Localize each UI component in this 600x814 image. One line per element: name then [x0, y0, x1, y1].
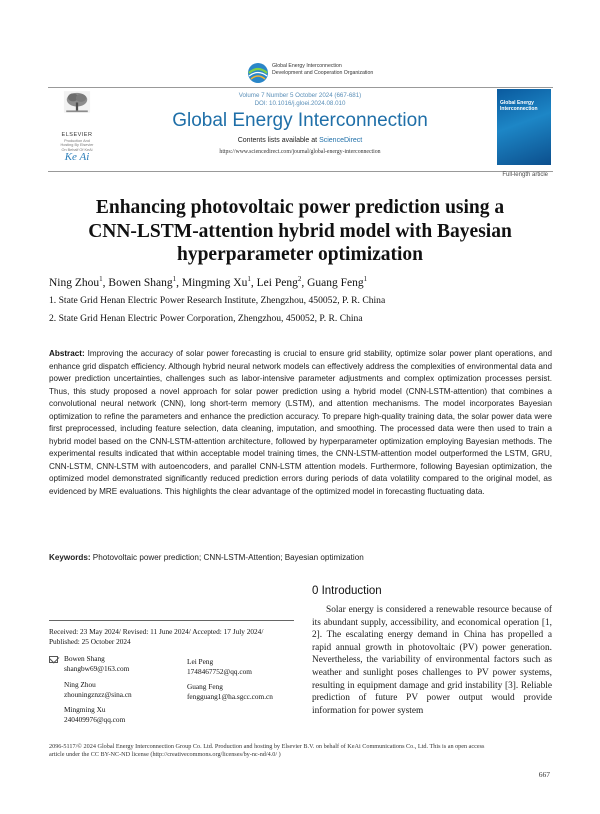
- doi-line[interactable]: DOI: 10.1016/j.gloei.2024.08.010: [254, 100, 346, 107]
- abstract-text: Improving the accuracy of solar power forecasting is crucial to ensure grid stability, optimize solar power plant operations, and enhance grid dispatch efficiency. Although hybrid neural network models can effectively address the complexities of environmental data and power prediction uncertainties, challenges such as labor-intensive parameter adjustments and complex optimization processes persist. Thus, this study proposed a novel approach for solar power prediction using a hybrid model (CNN-LSTM-attention) that combines a convolutional neural network (CNN), long short-term memory (LSTM), and attention mechanisms. The model incorporates Bayesian optimization to refine the parameters and enhance the prediction accuracy. To prepare high-quality training data, the solar power data were first preprocessed, including feature selection, data cleaning, imputation, and smoothing. The processed data were then used to train a hybrid model based on the CNN-LSTM-attention architecture, followed by hyperparameter optimization employing Bayesian methods. The experimental results indicated that within acceptable model training times, the CNN-LSTM-attention model outperformed the LSTM, GRU, CNN-LSTM, CNN-LSTM with autoencoders, and parallel CNN-LSTM attention models. Furthermore, following Bayesian optimization, the optimized model demonstrated significantly reduced prediction errors during periods of data volatility compared to the original model, as evidenced by MRE evaluations. This highlights the clear advantage of the optimized model in forecasting fluctuating data.: [49, 349, 552, 497]
- contact-email[interactable]: 240409976@qq.com: [64, 714, 126, 724]
- author-affiliation: 1: [363, 275, 368, 283]
- contact-email[interactable]: shangbw69@163.com: [64, 663, 130, 673]
- title-line: hyperparameter optimization: [176, 244, 424, 265]
- abstract: [49, 348, 552, 499]
- author-name: Guang Feng: [307, 276, 364, 289]
- ke-ai-sub-line: On Behalf Of KeAi: [61, 147, 93, 152]
- title-line: CNN-LSTM-attention hybrid model with Bayesian: [88, 220, 512, 242]
- cover-title: [500, 100, 548, 112]
- publisher-line-2: Development and Cooperation Organization: [272, 69, 374, 76]
- contact-name: Lei Peng: [187, 657, 214, 666]
- journal-title: Global Energy Interconnection: [172, 110, 428, 131]
- cover-title-line: Global Energy: [500, 100, 534, 106]
- affiliation-1: 1. State Grid Henan Electric Power Research Institute, Zhengzhou, 450052, P. R. China: [49, 295, 386, 306]
- contact-email[interactable]: 1748467752@qq.com: [187, 666, 252, 676]
- title-line: Enhancing photovoltaic power prediction using a: [95, 197, 505, 218]
- author-name: Ning Zhou: [49, 276, 100, 289]
- keywords: [49, 553, 552, 562]
- contact-block: [187, 657, 252, 676]
- contact-name: Mingming Xu: [64, 705, 106, 714]
- license-line: 2096-5117/© 2024 Global Energy Interconnection Group Co. Ltd. Production and hosting by Elsevier B.V. on behalf of KeAi Communications Co., Ltd. This is an open access: [49, 743, 485, 750]
- journal-url[interactable]: https://www.sciencedirect.com/journal/global-energy-interconnection: [219, 149, 381, 155]
- elsevier-tree-icon: [52, 90, 102, 132]
- contact-name: Bowen Shang: [64, 654, 105, 663]
- ke-ai-sub-line: Production And: [64, 139, 90, 143]
- paper-title: [40, 196, 560, 267]
- author-affiliation: 2: [297, 275, 302, 283]
- mail-icon: [49, 656, 58, 663]
- affiliation-2: 2. State Grid Henan Electric Power Corporation, Zhengzhou, 450052, P. R. China: [49, 313, 363, 324]
- license-notice: [49, 743, 554, 759]
- dates-line: Received: 23 May 2024/ Revised: 11 June 2024/ Accepted: 17 July 2024/: [49, 627, 264, 636]
- contact-block: [64, 680, 132, 699]
- cover-title-line: Interconnection: [500, 106, 538, 112]
- author-name: Mingming Xu: [181, 276, 248, 289]
- author-affiliation: 1: [99, 275, 103, 283]
- publisher-globe-icon: [246, 61, 270, 85]
- article-type: Full-length article: [502, 172, 548, 178]
- article-dates: [49, 627, 299, 647]
- author-affiliation: 1: [172, 275, 177, 283]
- volume-line: Volume 7 Number 5 October 2024 (667-681): [238, 92, 362, 99]
- sciencedirect-link[interactable]: ScienceDirect: [319, 137, 363, 144]
- contact-block: [187, 682, 273, 701]
- contact-block: [64, 654, 129, 673]
- ke-ai-sub-line: Hosting By Elsevier: [60, 143, 94, 148]
- publisher-name: [272, 63, 373, 76]
- keywords-text: Photovoltaic power prediction; CNN-LSTM-Attention; Bayesian optimization: [90, 553, 364, 562]
- contact-name: Ning Zhou: [64, 680, 96, 689]
- contact-email[interactable]: fengguang1@ha.sgcc.com.cn: [187, 691, 273, 701]
- contact-name: Guang Feng: [187, 682, 223, 691]
- abstract-label: Abstract:: [49, 349, 85, 358]
- author-affiliation: 1: [247, 275, 251, 283]
- publisher-line-1: Global Energy Interconnection: [272, 63, 342, 69]
- author-name: Bowen Shang: [108, 276, 173, 289]
- elsevier-label: ELSEVIER: [61, 132, 93, 138]
- author-list: Ning Zhou$^1$, Bowen Shang$^1$, Mingming Xu$^1$, Lei Peng$^2$, Guang Feng$^1$: [49, 275, 368, 289]
- footnote-divider: [49, 620, 294, 621]
- contents-prefix: Contents lists available at: [237, 137, 320, 144]
- contents-line: [105, 137, 495, 144]
- dates-line: Published: 25 October 2024: [49, 637, 131, 646]
- section-heading: 0 Introduction: [312, 585, 382, 597]
- keywords-label: Keywords:: [49, 553, 91, 562]
- ke-ai-subtitle: [52, 139, 102, 152]
- author-name: Lei Peng: [256, 276, 298, 289]
- contact-email[interactable]: zhouningznzz@sina.cn: [64, 689, 132, 699]
- volume-info: [105, 92, 495, 108]
- ke-ai-logo: Ke Ai: [64, 151, 90, 163]
- intro-paragraph: Solar energy is considered a renewable resource because of its abundant supply, accessibility, and economical operation [1, 2]. The escalating energy demand in China has propelled a rapid annual growth in photovoltaic (PV) power generation. Nevertheless, the variability of environmental factors such as weather and sunlight poses challenges to PV power systems, resulting in equipment damage and grid instability [3]. Reliable prediction of future PV power output would provide information for power system: [312, 605, 552, 716]
- page-number: 667: [538, 770, 550, 779]
- contact-block: [64, 705, 125, 724]
- license-line[interactable]: article under the CC BY-NC-ND license (http://creativecommons.org/licenses/by-nc-nd/4.0/ ): [49, 751, 281, 759]
